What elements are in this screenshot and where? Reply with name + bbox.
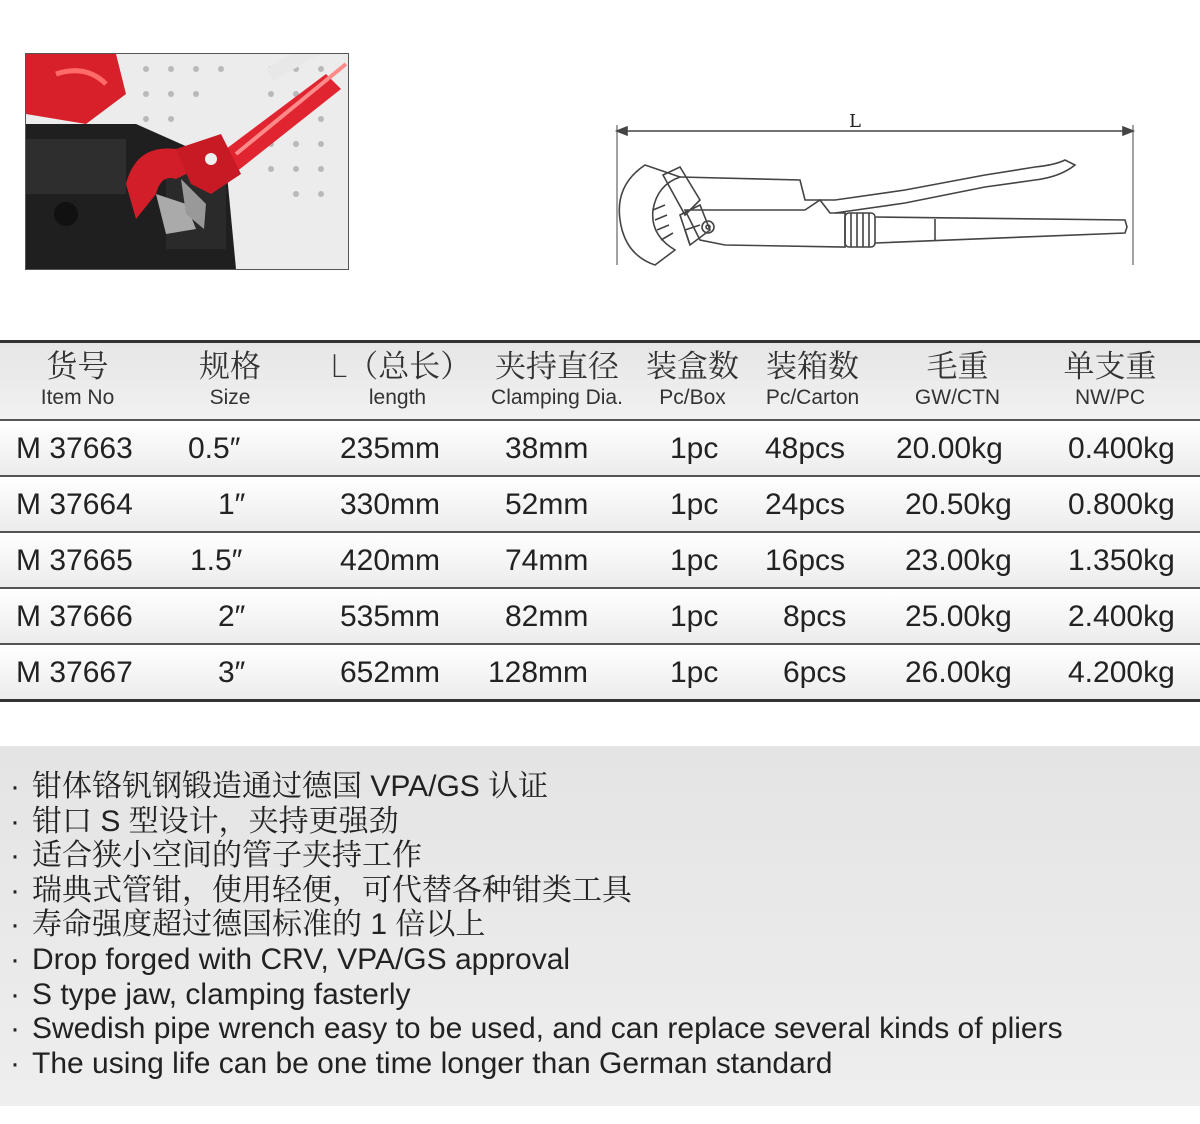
feature-text: 钳体铬钒钢锻造通过德国 VPA/GS 认证 [32,770,549,803]
cell-size: 1.5″ [190,544,243,577]
bullet-icon: · [10,1012,20,1045]
feature-item [10,1012,1063,1046]
cell-pc-carton: 8pcs [783,600,847,633]
cell-size: 3″ [218,656,246,689]
header-length [330,349,472,411]
feature-text: 钳口 S 型设计，夹持更强劲 [32,805,399,838]
cell-pc-carton: 6pcs [783,656,847,689]
header-gw-ctn [900,349,1015,411]
feature-item [10,839,422,873]
spec-table [0,340,1200,702]
cell-item-no: M 37664 [16,488,133,521]
header-en-label: Size [209,386,251,409]
feature-item [10,1047,832,1081]
cell-clamping-dia: 82mm [505,600,589,633]
feature-item [10,770,548,804]
cell-pc-box: 1pc [670,600,719,633]
header-cn-label: 单支重 [1063,349,1157,385]
cell-pc-carton: 48pcs [765,432,846,465]
cell-gw: 26.00kg [905,656,1012,689]
cell-item-no: M 37663 [16,432,133,465]
header-en-label: Clamping Dia. [491,386,623,409]
cell-gw: 23.00kg [905,544,1012,577]
cell-pc-carton: 24pcs [765,488,846,521]
feature-item [10,908,485,942]
cell-pc-box: 1pc [670,544,719,577]
table-row [0,645,1200,702]
header-en-label: GW/CTN [914,386,1001,409]
bullet-icon: · [10,839,20,872]
cell-length: 652mm [340,656,441,689]
header-nw-pc [1050,349,1170,411]
feature-text: 瑞典式管钳，使用轻便，可代替各种钳类工具 [32,874,632,907]
cell-nw: 4.200kg [1068,656,1175,689]
feature-text: 适合狭小空间的管子夹持工作 [32,839,422,872]
feature-text: The using life can be one time longer than German standard [32,1047,833,1080]
header-cn-label: 货号 [46,349,109,385]
table-header [0,340,1200,421]
cell-clamping-dia: 74mm [505,544,589,577]
wrench-photo-illustration [26,54,348,269]
header-pc-box [645,349,740,411]
cell-nw: 0.400kg [1068,432,1175,465]
wrench-dimension-diagram [605,105,1145,275]
cell-length: 330mm [340,488,441,521]
feature-text: Drop forged with CRV, VPA/GS approval [32,943,571,976]
header-cn-label: 夹持直径 [495,349,619,385]
cell-size: 1″ [218,488,246,521]
table-row [0,421,1200,477]
cell-nw: 2.400kg [1068,600,1175,633]
header-en-label: length [368,386,427,409]
bullet-icon: · [10,908,20,941]
header-en-label: NW/PC [1075,386,1145,409]
header-en-label: Pc/Carton [765,386,860,409]
cell-pc-carton: 16pcs [765,544,846,577]
feature-text: Swedish pipe wrench easy to be used, and can replace several kinds of pliers [32,1012,1063,1045]
cell-pc-box: 1pc [670,656,719,689]
header-cn-label: L（总长） [330,349,472,385]
feature-text: 寿命强度超过德国标准的 1 倍以上 [32,908,486,941]
feature-item [10,943,570,977]
cell-item-no: M 37666 [16,600,133,633]
cell-item-no: M 37665 [16,544,133,577]
feature-list [0,746,1200,1106]
header-cn-label: 装箱数 [766,349,859,385]
product-photo [25,53,349,270]
cell-clamping-dia: 52mm [505,488,589,521]
header-en-label: Item No [40,386,115,409]
header-clamping-dia [482,349,632,411]
cell-gw: 25.00kg [905,600,1012,633]
table-row [0,533,1200,589]
cell-nw: 1.350kg [1068,544,1175,577]
bullet-icon: · [10,1047,20,1080]
cell-gw: 20.50kg [905,488,1012,521]
header-cn-label: 装盒数 [646,349,739,385]
bullet-icon: · [10,874,20,907]
cell-size: 0.5″ [188,432,241,465]
cell-size: 2″ [218,600,246,633]
feature-text: S type jaw, clamping fasterly [32,978,411,1011]
header-item-no [30,349,125,411]
bullet-icon: · [10,770,20,803]
table-row [0,589,1200,645]
cell-clamping-dia: 128mm [488,656,589,689]
bullet-icon: · [10,978,20,1011]
cell-length: 420mm [340,544,441,577]
cell-clamping-dia: 38mm [505,432,589,465]
cell-length: 535mm [340,600,441,633]
header-en-label: Pc/Box [659,386,726,409]
cell-pc-box: 1pc [670,488,719,521]
cell-length: 235mm [340,432,441,465]
feature-item [10,874,632,908]
cell-gw: 20.00kg [896,432,1003,465]
table-row [0,477,1200,533]
cell-pc-box: 1pc [670,432,719,465]
header-pc-carton [755,349,870,411]
cell-item-no: M 37667 [16,656,133,689]
feature-item [10,805,399,839]
header-size [180,349,280,411]
cell-nw: 0.800kg [1068,488,1175,521]
bullet-icon: · [10,805,20,838]
feature-item [10,978,411,1012]
dimension-label: L [849,111,861,132]
header-cn-label: 毛重 [926,349,989,385]
header-cn-label: 规格 [199,349,261,385]
bullet-icon: · [10,943,20,976]
